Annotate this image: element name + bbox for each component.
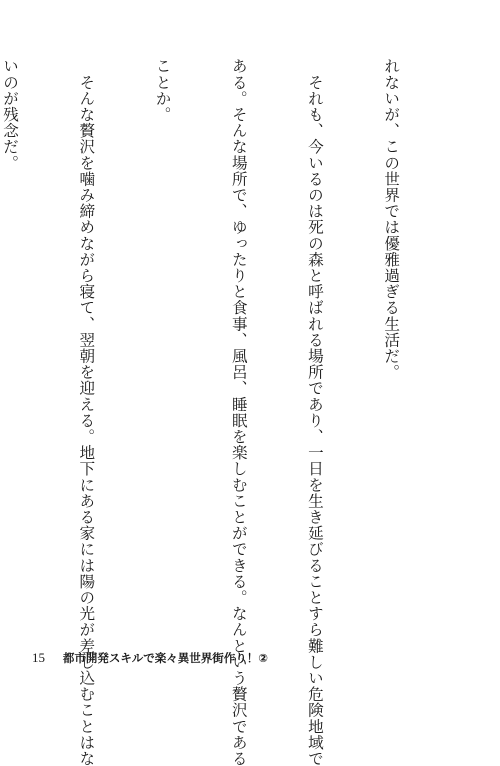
page-number: 15 xyxy=(32,650,45,665)
text-line: いのが残念だ。 xyxy=(1,58,20,171)
text-line: そんな贅沢を噛み締めながら寝て、翌朝を迎える。地下にある家には陽の光が差し込むことはな xyxy=(77,58,96,766)
page-footer xyxy=(32,650,268,666)
book-title: 都市開発スキルで楽々異世界街作り！② xyxy=(62,651,268,665)
text-line: ある。そんな場所で、ゆったりと食事、風呂、睡眠を楽しむことができる。なんという贅沢である xyxy=(229,58,248,766)
text-line: ことか。 xyxy=(153,58,172,123)
text-line: れないが、この世界では優雅過ぎる生活だ。 xyxy=(382,58,401,380)
text-line: それも、今いるのは死の森と呼ばれる場所であり、一日を生き延びることすら難しい危険地域で xyxy=(305,58,324,766)
